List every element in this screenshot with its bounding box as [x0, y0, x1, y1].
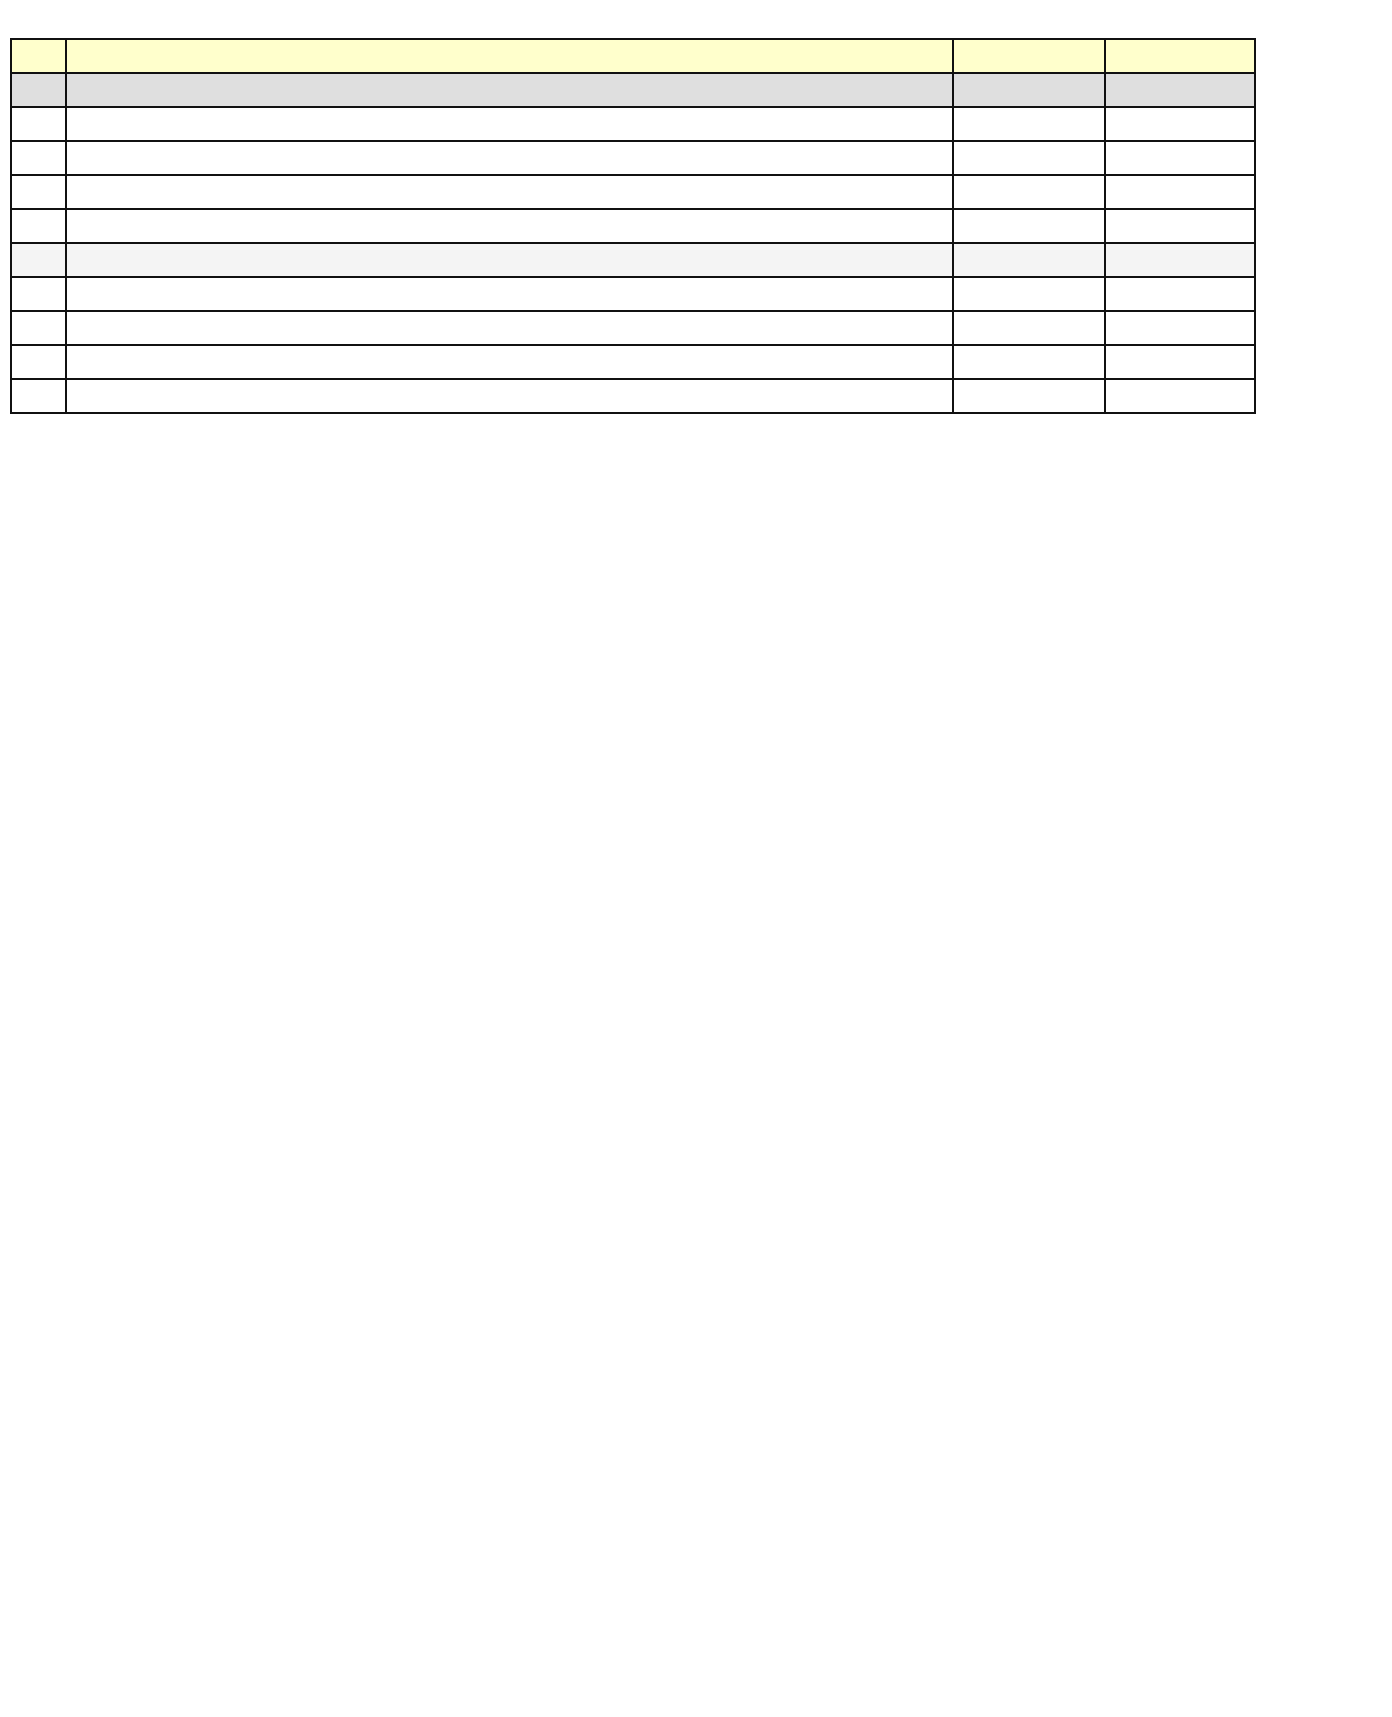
table-row [11, 277, 1255, 311]
table-header-row [11, 39, 1255, 73]
table-row [11, 379, 1255, 413]
table-row [11, 243, 1255, 277]
current-period-value [953, 107, 1105, 141]
row-number [11, 141, 66, 175]
current-period-value [953, 345, 1105, 379]
current-period-value [953, 209, 1105, 243]
current-period-value [953, 277, 1105, 311]
row-label [66, 141, 953, 175]
row-number [11, 107, 66, 141]
previous-year-value [1105, 243, 1255, 277]
row-label [66, 209, 953, 243]
previous-year-value [1105, 175, 1255, 209]
previous-year-value [1105, 277, 1255, 311]
row-label [66, 345, 953, 379]
current-period-value [953, 243, 1105, 277]
row-label [66, 243, 953, 277]
current-period-value [953, 175, 1105, 209]
current-period-value [953, 141, 1105, 175]
table-row [11, 311, 1255, 345]
row-label [66, 73, 953, 107]
column-header-current-period [953, 39, 1105, 73]
row-label [66, 175, 953, 209]
previous-year-value [1105, 209, 1255, 243]
table-row [11, 175, 1255, 209]
row-label [66, 277, 953, 311]
current-period-value [953, 379, 1105, 413]
row-label [66, 311, 953, 345]
previous-year-value [1105, 73, 1255, 107]
table-row [11, 209, 1255, 243]
previous-year-value [1105, 107, 1255, 141]
row-label [66, 107, 953, 141]
current-period-value [953, 311, 1105, 345]
row-number [11, 345, 66, 379]
table-row [11, 345, 1255, 379]
report-title [66, 39, 953, 73]
row-number [11, 379, 66, 413]
previous-year-value [1105, 311, 1255, 345]
table-row [11, 141, 1255, 175]
header-num-cell [11, 39, 66, 73]
row-label [66, 379, 953, 413]
table-body [11, 73, 1255, 413]
previous-year-value [1105, 379, 1255, 413]
column-header-previous-year-end [1105, 39, 1255, 73]
row-number [11, 311, 66, 345]
row-number [11, 175, 66, 209]
row-number [11, 73, 66, 107]
row-number [11, 209, 66, 243]
table-row [11, 73, 1255, 107]
row-number [11, 277, 66, 311]
financial-position-table [10, 38, 1256, 414]
previous-year-value [1105, 141, 1255, 175]
table-row [11, 107, 1255, 141]
previous-year-value [1105, 345, 1255, 379]
current-period-value [953, 73, 1105, 107]
row-number [11, 243, 66, 277]
